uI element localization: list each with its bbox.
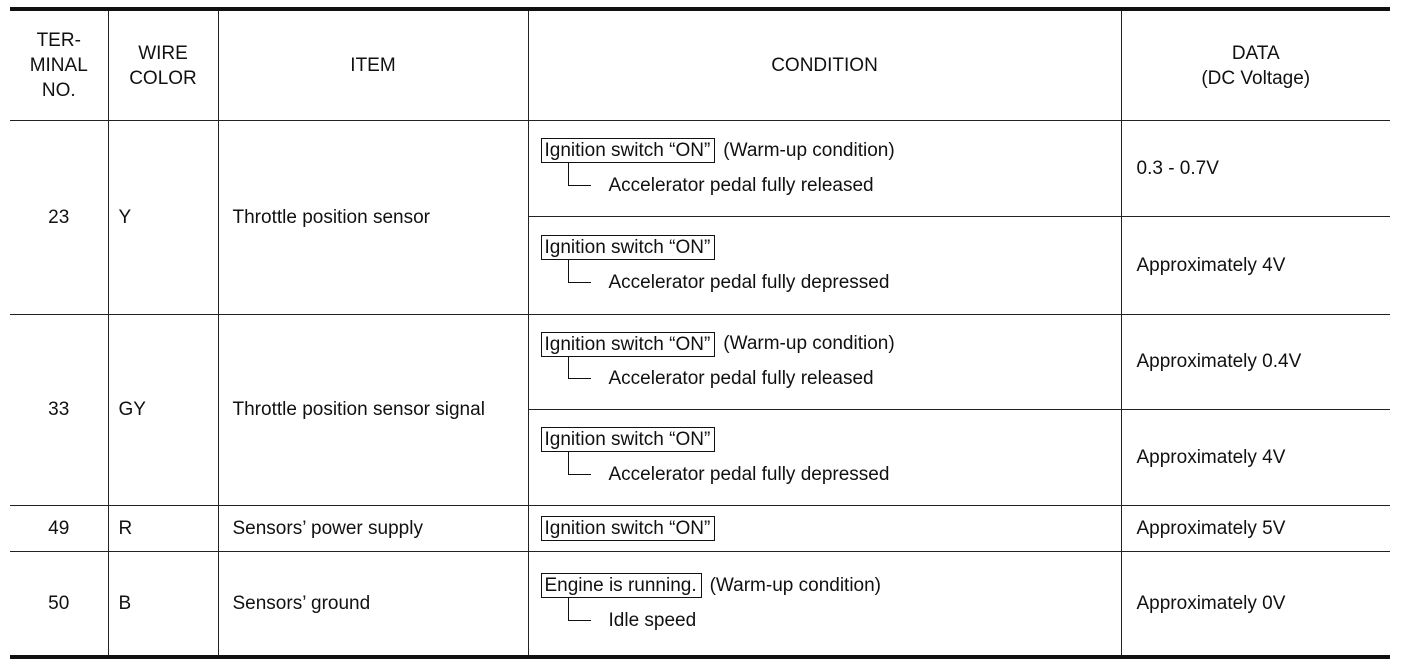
condition-cell [528,506,1121,552]
wire-color: GY [108,315,218,506]
data-value: Approximately 0V [1121,552,1390,658]
wire-color: B [108,552,218,658]
item-name: Sensors’ ground [218,552,528,658]
elbow-connector-icon [568,260,591,283]
table-row [10,121,1390,217]
condition-sub: Accelerator pedal fully depressed [608,271,890,293]
elbow-connector-icon [568,163,591,186]
table-row [10,552,1390,658]
wire-color: Y [108,121,218,315]
condition-cell [528,315,1121,410]
data-value: Approximately 4V [1121,410,1390,506]
header-condition: CONDITION [528,9,1121,121]
terminal-number: 23 [10,121,108,315]
condition-box: Ignition switch “ON” [541,516,716,541]
item-name: Throttle position sensor [218,121,528,315]
condition-box: Ignition switch “ON” [541,138,716,163]
wire-color: R [108,506,218,552]
condition-sub: Idle speed [608,609,697,631]
terminal-number: 33 [10,315,108,506]
condition-suffix: (Warm-up condition) [709,574,882,596]
data-value: Approximately 5V [1121,506,1390,552]
data-value: 0.3 - 0.7V [1121,121,1390,217]
condition-sub: Accelerator pedal fully depressed [608,463,890,485]
condition-cell [528,552,1121,658]
header-data: DATA (DC Voltage) [1121,9,1390,121]
condition-box: Ignition switch “ON” [541,427,716,452]
condition-suffix: (Warm-up condition) [723,333,895,354]
elbow-connector-icon [568,452,591,475]
condition-cell [528,410,1121,506]
data-value: Approximately 4V [1121,217,1390,315]
item-name: Throttle position sensor signal [218,315,528,506]
header-row [10,9,1390,121]
header-item: ITEM [218,9,528,121]
header-wire-color: WIRE COLOR [108,9,218,121]
condition-sub: Accelerator pedal fully released [608,174,874,196]
elbow-connector-icon [568,356,591,379]
table-row [10,315,1390,410]
elbow-connector-icon [568,598,591,621]
table-row [10,506,1390,552]
condition-box: Ignition switch “ON” [541,235,716,260]
condition-sub: Accelerator pedal fully released [608,368,874,389]
header-terminal-no: TER- MINAL NO. [10,9,108,121]
item-name: Sensors’ power supply [218,506,528,552]
condition-cell [528,121,1121,217]
condition-box: Ignition switch “ON” [541,332,716,357]
condition-suffix: (Warm-up condition) [723,139,895,161]
data-value: Approximately 0.4V [1121,315,1390,410]
condition-cell [528,217,1121,315]
terminal-data-table [10,7,1390,659]
condition-box: Engine is running. [541,573,702,598]
terminal-number: 50 [10,552,108,658]
terminal-number: 49 [10,506,108,552]
